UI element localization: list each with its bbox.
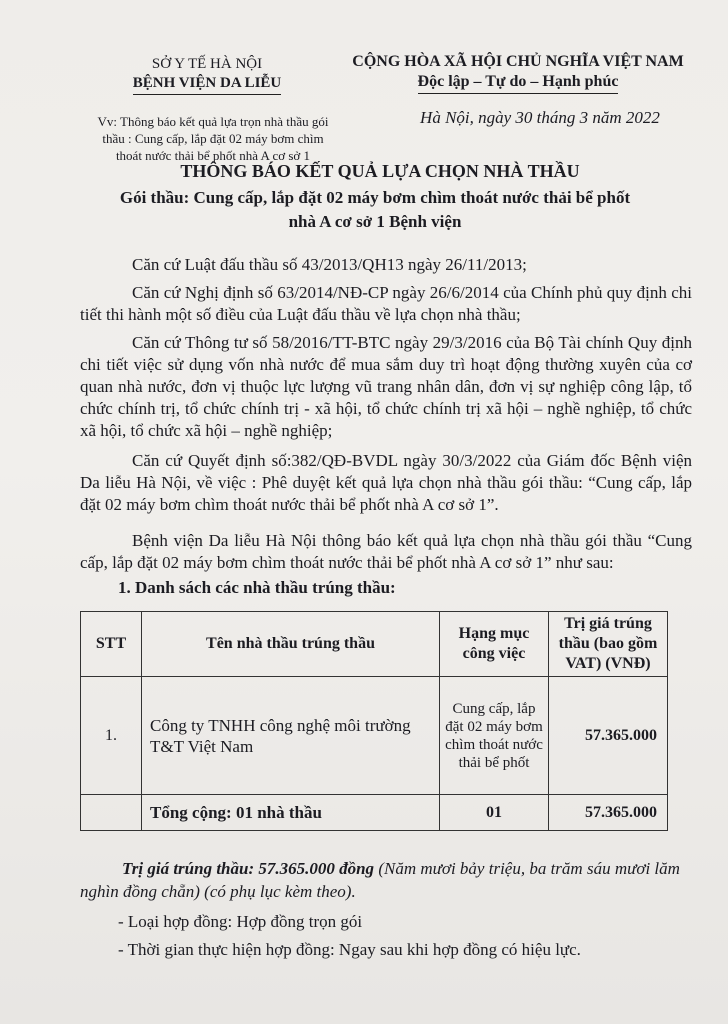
section-1-title: 1. Danh sách các nhà thầu trúng thầu: <box>118 578 396 597</box>
subject-line-3: thoát nước thải bể phốt nhà A cơ sở 1 <box>115 148 311 163</box>
header-task: Hạng mục công việc <box>440 612 549 677</box>
document-title: THÔNG BÁO KẾT QUẢ LỰA CHỌN NHÀ THẦU <box>180 161 580 181</box>
document-subtitle <box>80 186 670 234</box>
row-value: 57.365.000 <box>549 677 668 795</box>
total-value: 57.365.000 <box>549 795 668 831</box>
total-count: 01 <box>440 795 549 831</box>
contract-value-summary <box>80 857 690 903</box>
row-bidder-name: Công ty TNHH công nghệ môi trường T&T Việt Nam <box>142 677 440 795</box>
summary-lead: Trị giá trúng thầu: 57.365.000 đồng <box>122 859 375 878</box>
paragraph-announcement: Bệnh viện Da liễu Hà Nội thông báo kết quả lựa chọn nhà thầu gói thầu “Cung cấp, lắp đặt 02 máy bơm chìm thoát nước thải bể phốt nhà A cơ sở 1” như sau: <box>80 531 692 572</box>
contract-duration: - Thời gian thực hiện hợp đồng: Ngay sau khi hợp đồng có hiệu lực. <box>118 940 581 959</box>
subject-line-2: thầu : Cung cấp, lắp đặt 02 máy bơm chìm <box>102 131 324 146</box>
total-label: Tổng cộng: 01 nhà thầu <box>142 795 440 831</box>
row-stt: 1. <box>81 677 142 795</box>
hospital-name: BỆNH VIỆN DA LIỄU <box>133 74 282 95</box>
subtitle-line-1: Gói thầu: Cung cấp, lắp đặt 02 máy bơm chìm thoát nước thải bể phốt <box>119 188 631 207</box>
document-date: Hà Nội, ngày 30 tháng 3 năm 2022 <box>420 108 660 127</box>
agency-header <box>92 55 322 95</box>
national-motto: Độc lập – Tự do – Hạnh phúc <box>418 72 619 94</box>
paragraph-decision: Căn cứ Quyết định số:382/QĐ-BVDL ngày 30/3/2022 của Giám đốc Bệnh viện Da liễu Hà Nội, về việc : Phê duyệt kết quả lựa chọn nhà thầu gói thầu: “Cung cấp, lắp đặt 02 máy bơm chìm thoát nước thải bể phốt nhà A cơ sở 1”. <box>80 451 692 514</box>
row-task: Cung cấp, lắp đặt 02 máy bơm chìm thoát nước thải bể phốt <box>440 677 549 795</box>
header-value: Trị giá trúng thầu (bao gồm VAT) (VNĐ) <box>549 612 668 677</box>
header-stt: STT <box>81 612 142 677</box>
contract-type: - Loại hợp đồng: Hợp đồng trọn gói <box>118 912 363 931</box>
subtitle-line-2: nhà A cơ sở 1 Bệnh viện <box>288 212 462 231</box>
paragraph-circular: Căn cứ Thông tư số 58/2016/TT-BTC ngày 29/3/2016 của Bộ Tài chính Quy định chi tiết việc sử dụng vốn nhà nước để mua sắm duy trì hoạt động thường xuyên của cơ quan nhà nước, đơn vị thuộc lực lượng vũ trang nhân dân, đơn vị sự nghiệp công lập, tổ chức chính trị, tổ chức chính trị - xã hội, tổ chức chính trị xã hội – nghề nghiệp, tổ chức xã hội, tổ chức xã hội – nghề nghiệp; <box>80 333 692 440</box>
paragraph-law: Căn cứ Luật đấu thầu số 43/2013/QH13 ngày 26/11/2013; <box>132 255 527 274</box>
summary-rest: (Năm mươi bảy triệu, ba trăm sáu mươi lăm nghìn đồng chẵn) (có phụ lục kèm theo). <box>80 859 680 901</box>
subject-line-1: Vv: Thông báo kết quả lựa trọn nhà thầu gói <box>97 114 329 129</box>
total-stt-empty <box>81 795 142 831</box>
table-row <box>81 677 668 795</box>
subject-block <box>78 113 348 164</box>
country-name: CỘNG HÒA XÃ HỘI CHỦ NGHĨA VIỆT NAM <box>352 53 684 70</box>
table-total-row <box>81 795 668 831</box>
table-header-row <box>81 612 668 677</box>
national-header <box>338 52 698 94</box>
paragraph-decree: Căn cứ Nghị định số 63/2014/NĐ-CP ngày 26/6/2014 của Chính phủ quy định chi tiết thi hành một số điều của Luật đấu thầu về lựa chọn nhà thầu; <box>80 283 692 324</box>
department-name: SỞ Y TẾ HÀ NỘI <box>151 56 263 72</box>
header-bidder-name: Tên nhà thầu trúng thầu <box>142 612 440 677</box>
winning-bidders-table <box>80 611 668 831</box>
